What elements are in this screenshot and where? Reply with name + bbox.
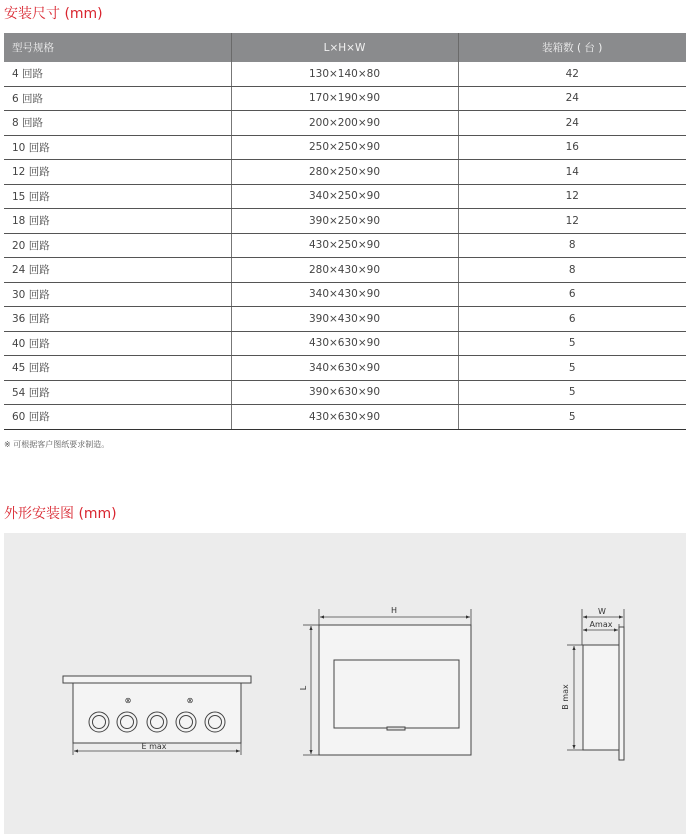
cell-dimensions: 430×250×90 [231,233,458,258]
cell-dimensions: 430×630×90 [231,331,458,356]
marker-left: ⊗ [124,696,132,705]
cell-packing-qty: 8 [458,233,686,258]
cell-packing-qty: 16 [458,135,686,160]
cell-model: 24 回路 [4,258,231,283]
side-view-lid [619,627,624,760]
cell-packing-qty: 5 [458,380,686,405]
cell-model: 20 回路 [4,233,231,258]
table-row [4,62,686,86]
e-max-label: E max [141,742,167,751]
cell-packing-qty: 24 [458,86,686,111]
section-title-outline-drawing: 外形安装图 (mm) [4,506,117,522]
cell-model: 45 回路 [4,356,231,381]
table-row [4,356,686,381]
cell-dimensions: 340×630×90 [231,356,458,381]
cell-model: 18 回路 [4,209,231,234]
cell-model: 15 回路 [4,184,231,209]
cell-dimensions: 280×250×90 [231,160,458,185]
table-header-row [4,33,686,62]
cell-packing-qty: 14 [458,160,686,185]
table-row [4,282,686,307]
cell-model: 10 回路 [4,135,231,160]
cell-packing-qty: 6 [458,307,686,332]
cell-packing-qty: 42 [458,62,686,86]
table-row [4,405,686,430]
cell-dimensions: 390×430×90 [231,307,458,332]
bottom-view-box [73,683,241,743]
table-body [4,62,686,429]
cell-model: 4 回路 [4,62,231,86]
header-dimensions: L×H×W [231,33,458,62]
cell-dimensions: 340×250×90 [231,184,458,209]
cell-model: 6 回路 [4,86,231,111]
cell-model: 60 回路 [4,405,231,430]
bottom-view-lid [63,676,251,683]
header-packing-qty: 装箱数 ( 台 ) [458,33,686,62]
outline-drawing-svg [4,533,686,834]
table-row [4,233,686,258]
cell-model: 8 回路 [4,111,231,136]
cell-model: 36 回路 [4,307,231,332]
header-model: 型号规格 [4,33,231,62]
table-row [4,209,686,234]
cell-dimensions: 430×630×90 [231,405,458,430]
section-title-install-dimensions: 安装尺寸 (mm) [4,6,103,22]
cell-packing-qty: 12 [458,184,686,209]
table-row [4,307,686,332]
h-label: H [390,606,398,615]
cell-dimensions: 340×430×90 [231,282,458,307]
cell-packing-qty: 8 [458,258,686,283]
table-row [4,135,686,160]
cell-model: 12 回路 [4,160,231,185]
cell-model: 40 回路 [4,331,231,356]
marker-right: ⊗ [186,696,194,705]
cell-packing-qty: 5 [458,331,686,356]
table-row [4,331,686,356]
cell-dimensions: 250×250×90 [231,135,458,160]
table-row [4,160,686,185]
l-label: L [299,685,308,691]
cell-model: 30 回路 [4,282,231,307]
spec-table [4,33,686,430]
table-row [4,111,686,136]
table-row [4,184,686,209]
side-view-box [583,645,619,750]
cell-packing-qty: 12 [458,209,686,234]
front-view-drawing [303,609,471,755]
cell-packing-qty: 6 [458,282,686,307]
w-label: W [598,607,606,616]
front-view-latch [387,727,405,730]
cell-packing-qty: 5 [458,405,686,430]
table-row [4,86,686,111]
a-max-label: Amax [589,620,613,629]
outline-drawing-panel [4,533,686,834]
cell-dimensions: 130×140×80 [231,62,458,86]
cell-dimensions: 390×630×90 [231,380,458,405]
cell-dimensions: 170×190×90 [231,86,458,111]
front-view-box [319,625,471,755]
cell-dimensions: 390×250×90 [231,209,458,234]
b-max-label: B max [561,684,570,710]
cell-packing-qty: 5 [458,356,686,381]
cell-model: 54 回路 [4,380,231,405]
table-row [4,380,686,405]
cell-dimensions: 200×200×90 [231,111,458,136]
cell-dimensions: 280×430×90 [231,258,458,283]
cell-packing-qty: 24 [458,111,686,136]
table-row [4,258,686,283]
footnote: ※ 可根据客户图纸要求制造。 [4,440,110,449]
side-view-drawing [567,609,624,760]
